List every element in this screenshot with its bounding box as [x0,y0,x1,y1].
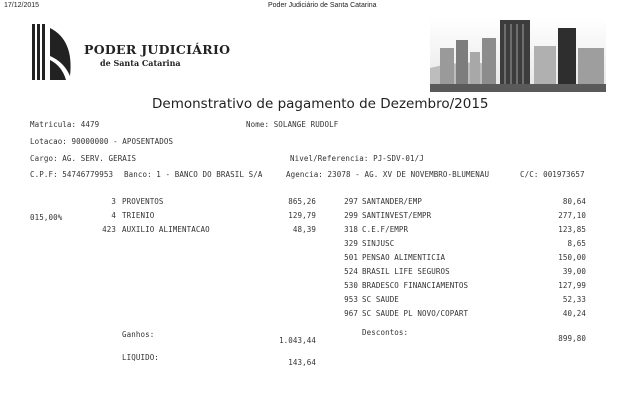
deduction-code: 967 [344,309,358,318]
earning-value: 129,79 [288,211,316,220]
deduction-code: 299 [344,211,358,220]
print-date: 17/12/2015 [4,2,40,9]
deduction-value: 277,10 [558,211,586,220]
deduction-code: 297 [344,197,358,206]
deduction-value: 39,00 [562,267,586,276]
deduction-description: BRASIL LIFE SEGUROS [362,267,450,276]
cargo: Cargo: AG. SERV. GERAIS [30,154,137,163]
ganhos-label: Ganhos: [122,330,155,339]
print-source: Poder Judiciário de Santa Catarina [268,2,377,9]
deduction-value: 123,85 [558,225,586,234]
deduction-description: SANTINVEST/EMPR [362,211,432,220]
earning-description: AUXILIO ALIMENTACAO [122,225,210,234]
ganhos-value: 1.043,44 [279,336,316,345]
earning-code: 3 [111,197,116,206]
court-logo [30,22,78,84]
nivel-referencia: Nivel/Referencia: PJ-SDV-01/J [290,154,424,163]
earning-description: PROVENTOS [122,197,164,206]
lotacao: Lotacao: 90000000 - APOSENTADOS [30,137,174,146]
deduction-description: C.E.F/EMPR [362,225,409,234]
deduction-code: 501 [344,253,358,262]
deduction-description: SINJUSC [362,239,395,248]
brand-line1: PODER JUDICIÁRIO [84,42,231,57]
deduction-value: 127,99 [558,281,586,290]
banco: Banco: 1 - BANCO DO BRASIL S/A [124,170,263,179]
agencia: Agencia: 23078 - AG. XV DE NOVEMBRO-BLUMENAU [286,170,490,179]
liquido-label: LIQUIDO: [122,353,159,362]
deduction-value: 150,00 [558,253,586,262]
liquido-value: 143,64 [288,358,316,367]
deduction-code: 953 [344,295,358,304]
employee-name: Nome: SOLANGE RUDOLF [246,120,339,129]
deduction-code: 329 [344,239,358,248]
deduction-code: 530 [344,281,358,290]
deduction-description: BRADESCO FINANCIAMENTOS [362,281,469,290]
matricula: Matricula: 4479 [30,120,100,129]
skyline-image [430,18,606,92]
conta-corrente: C/C: 001973657 [520,170,585,179]
earning-description: TRIENIO [122,211,155,220]
descontos-label: Descontos: [362,328,409,337]
deduction-description: SANTANDER/EMP [362,197,422,206]
earning-code: 4 [111,211,116,220]
deduction-code: 318 [344,225,358,234]
deduction-description: PENSAO ALIMENTICIA [362,253,446,262]
earning-value: 865,26 [288,197,316,206]
court-logo-icon [30,22,78,84]
deduction-value: 40,24 [562,309,586,318]
deduction-value: 52,33 [562,295,586,304]
deduction-description: SC SAUDE [362,295,399,304]
deduction-value: 8,65 [567,239,586,248]
deduction-code: 524 [344,267,358,276]
descontos-value: 899,80 [558,334,586,343]
document-title: Demonstrativo de pagamento de Dezembro/2015 [152,96,489,112]
earning-code: 423 [102,225,116,234]
deduction-description: SC SAUDE PL NOVO/COPART [362,309,469,318]
cpf: C.P.F: 54746779953 [30,170,114,179]
brand-line2: de Santa Catarina [100,58,181,68]
earning-percent: 015,00% [30,213,63,222]
earning-value: 48,39 [292,225,316,234]
deduction-value: 80,64 [562,197,586,206]
